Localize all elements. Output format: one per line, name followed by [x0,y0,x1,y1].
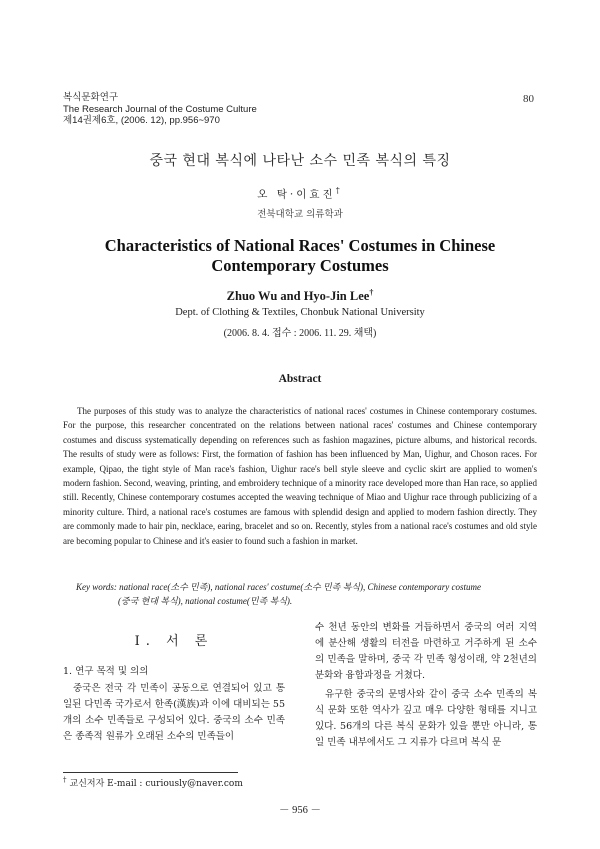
intro-paragraph-2: 유구한 중국의 문명사와 같이 중국 소수 민족의 복식 문화 또한 역사가 깊고 매우 다양한 형태를 지니고 있다. 56개의 다른 복식 문화가 있을 뿐만 아니라, 통일 민족 내부에서도 그 지류가 다르며 복식 문 [315,689,537,748]
affiliation-ko: 전북대학교 의류학과 [257,209,343,220]
footnote-divider [63,772,238,773]
intro-paragraph-continued: 수 천년 동안의 변화를 거듭하면서 중국의 여러 지역에 분산해 생활의 터전을 마련하고 거주하게 된 소수의 민족을 말하며, 중국 각 민족 형성이래, 약 2천년의 분화와 융합과정을 거쳤다. [315,622,537,681]
title-en: Characteristics of National Races' Costumes in Chinese Contemporary Costumes [104,236,496,275]
footnote-text: 교신저자 E-mail : curiously@naver.com [69,779,243,789]
keywords-line-1: Key words: national race(소수 민족), national races' costume(소수 민족 복식), Chinese contemporary costume [76,582,481,592]
journal-name-ko: 복식문화연구 [63,92,119,103]
journal-name-en: The Research Journal of the Costume Culture [63,103,257,115]
keywords-line-2: (중국 현대 복식), national costume(민족 복식). [118,596,293,606]
section-heading-introduction: Ⅰ. 서 론 [134,634,214,649]
footnote-mark: † [63,776,67,784]
footnote [63,776,243,789]
authors-en [0,288,600,304]
author-mark-ko: † [335,186,343,195]
title-ko: 중국 현대 복식에 나타난 소수 민족 복식의 특징 [149,153,451,169]
abstract-body: The purposes of this study was to analyze the characteristics of national races' costumes in Chinese contemporary costumes. For the purpose, this researcher concentrated on the relations between national races' costumes and Chinese contemporary costumes and discuss systematically depending on references such as fashion magazines, picture albums, and historical records. The results of study were as follows: First, the formation of fashion has been influenced by Man, Uighur, and Choson races. For example, Qipao, the tight style of Man race's fashion, Uighur race's bell style sleeve and cyclic skirt are applied to women's modern fashion. Second, weaving, printing, and embroidery technique of a minority race developed more than Han race, so applied still. Recently, Chinese contemporary costumes accepted the weaving technique of Miao and Uighur race through publicizing of a minority culture. Third, a national race's costumes are famous with splendid design and applied to modern fashion directly. They are commonly made to hair pin, necklace, earing, bracelet and so on. Recently, styles from a national race's costumes and old style are becoming popular to Chinese and it's easier to found such a fashion in market. [63,406,537,546]
right-column [315,620,537,751]
authors-ko [0,186,600,202]
authors-ko-names: 오 탁·이효진 [257,188,336,201]
subsection-heading: 1. 연구 목적 및 의의 [63,666,149,677]
corner-number: 80 [523,93,534,105]
keywords [76,580,546,608]
intro-paragraph-1: 중국은 전국 각 민족이 공동으로 연결되어 있고 통일된 다민족 국가로서 한족(漢族)과 이에 대비되는 55개의 소수 민족들로 구성되어 있다. 중국의 소수 민족은 종족적 원류가 오래된 소수의 민족들이 [63,683,285,742]
left-column [63,634,285,745]
author-mark-en: † [369,288,374,297]
abstract-heading: Abstract [278,373,322,385]
page-number: － 956 － [279,805,321,816]
received-accepted-dates: (2006. 8. 4. 접수 : 2006. 11. 29. 채택) [223,328,377,339]
journal-issue: 제14권제6호, (2006. 12), pp.956~970 [63,115,220,126]
journal-header [63,92,257,127]
authors-en-names: Zhuo Wu and Hyo-Jin Lee [226,289,370,304]
affiliation-en: Dept. of Clothing & Textiles, Chonbuk National University [175,307,425,318]
